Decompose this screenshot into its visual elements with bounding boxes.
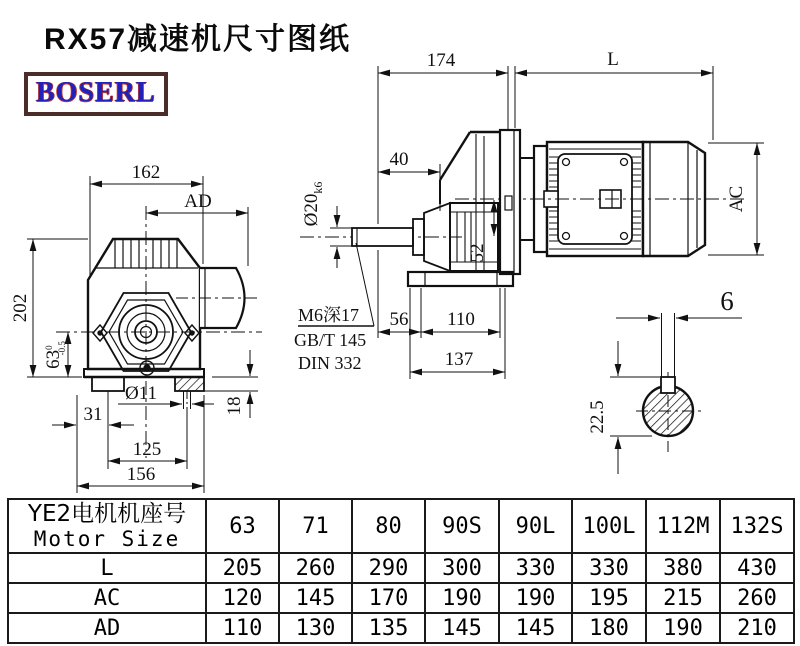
header-size-112m: 112M	[646, 499, 720, 553]
cell-AD-71: 130	[279, 613, 352, 643]
dim-31: 31	[83, 404, 103, 425]
cell-AD-90l: 145	[499, 613, 572, 643]
dim-AC: AC	[726, 185, 747, 213]
cell-L-132s: 430	[720, 553, 794, 583]
dim-156: 156	[126, 464, 156, 485]
header-motor-size-cn: YE2电机机座号	[27, 501, 187, 527]
boserl-logo	[24, 72, 168, 116]
cell-AD-100l: 180	[572, 613, 646, 643]
cell-AD-112m: 190	[646, 613, 720, 643]
dim-18: 18	[224, 396, 245, 416]
dim-L: L	[607, 49, 619, 70]
cell-L-112m: 380	[646, 553, 720, 583]
header-size-132s: 132S	[720, 499, 794, 553]
header-size-90l: 90L	[499, 499, 572, 553]
dim-dia11: Ø11	[124, 383, 158, 404]
dim-22-5: 22.5	[587, 400, 608, 434]
cell-AC-90l: 190	[499, 583, 572, 613]
cell-L-80: 290	[352, 553, 425, 583]
dim-dia20k6: $Ø20_{k6}$	[301, 181, 325, 227]
header-motor-size-en: Motor Size	[33, 527, 181, 551]
cell-L-63: 205	[206, 553, 279, 583]
dim-125: 125	[132, 439, 162, 460]
dim-174: 174	[426, 50, 456, 71]
cell-AC-132s: 260	[720, 583, 794, 613]
row-label-AD: AD	[8, 613, 206, 643]
row-label-AC: AC	[8, 583, 206, 613]
cell-AC-90s: 190	[425, 583, 499, 613]
dim-6: 6	[720, 286, 734, 316]
table-header-row	[8, 499, 794, 553]
page-title: RX57减速机尺寸图纸	[44, 23, 352, 56]
header-motor-size	[8, 499, 206, 553]
cell-AC-100l: 195	[572, 583, 646, 613]
table-row-AC	[8, 583, 794, 613]
table-row-L	[8, 553, 794, 583]
boserl-logo-text: BOSERL	[36, 77, 156, 108]
dim-162: 162	[131, 162, 161, 183]
cell-L-90s: 300	[425, 553, 499, 583]
note-gbt: GB/T 145	[294, 330, 367, 350]
dim-63-tol: $63^0$ -0.5	[43, 341, 67, 369]
cell-L-100l: 330	[572, 553, 646, 583]
table-row-AD	[8, 613, 794, 643]
cell-AC-71: 145	[279, 583, 352, 613]
cell-AD-132s: 210	[720, 613, 794, 643]
dim-202: 202	[10, 293, 31, 323]
side-view	[300, 130, 745, 286]
header-size-80: 80	[352, 499, 425, 553]
dim-52: 52	[467, 243, 488, 263]
cell-L-71: 260	[279, 553, 352, 583]
note-din: DIN 332	[298, 353, 362, 373]
cell-AD-90s: 145	[425, 613, 499, 643]
cell-AC-112m: 215	[646, 583, 720, 613]
row-label-L: L	[8, 553, 206, 583]
cell-AC-80: 170	[352, 583, 425, 613]
dim-AD: AD	[184, 191, 212, 212]
cell-AC-63: 120	[206, 583, 279, 613]
cell-L-90l: 330	[499, 553, 572, 583]
dim-110: 110	[447, 309, 475, 330]
dim-40: 40	[389, 149, 409, 170]
dim-56: 56	[389, 309, 409, 330]
motor-size-table	[7, 498, 795, 644]
note-m6: M6深17	[298, 305, 360, 325]
shaft-detail-view	[636, 372, 701, 452]
cell-AD-80: 135	[352, 613, 425, 643]
header-size-90s: 90S	[425, 499, 499, 553]
header-size-71: 71	[279, 499, 352, 553]
header-size-100l: 100L	[572, 499, 646, 553]
cell-AD-63: 110	[206, 613, 279, 643]
header-size-63: 63	[206, 499, 279, 553]
dim-137: 137	[444, 349, 474, 370]
